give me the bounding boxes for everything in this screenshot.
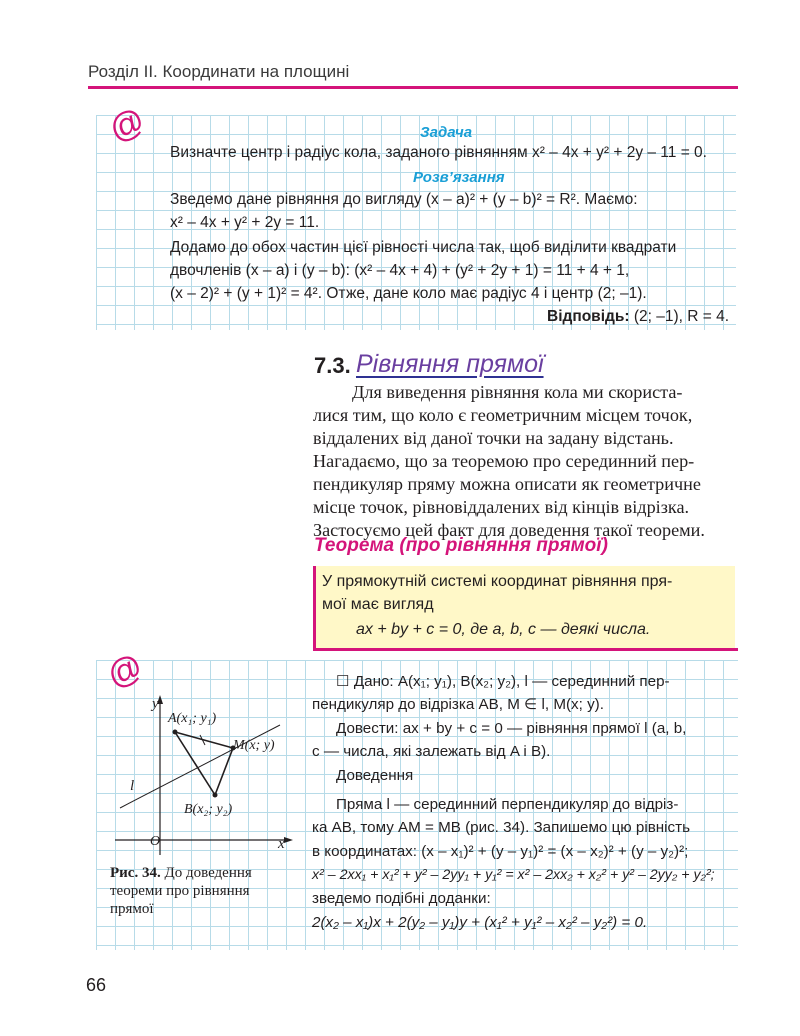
line-l-label: l — [130, 778, 135, 794]
theorem-title: Теорема (про рівняння прямої) — [314, 535, 608, 556]
point-b — [213, 793, 218, 798]
point-m-label: M(x; y) — [233, 738, 275, 753]
answer — [547, 308, 729, 326]
paragraph-line: Нагадаємо, що за теоремою про серединний пер- — [313, 451, 695, 471]
origin-label: O — [150, 834, 161, 849]
paperclip-icon: @ — [103, 100, 151, 150]
paragraph-line: пендикуляр пряму можна описати як геометричне — [313, 474, 701, 494]
proof-line: ☐ Дано: A(x₁; y₁), B(x₂; y₂), l — серединний пер- — [336, 673, 670, 690]
tick-mark — [195, 763, 203, 776]
paragraph-line: Для виведення рівняння кола ми скориста- — [352, 382, 683, 402]
figure-caption — [110, 864, 290, 918]
paragraph-line: місце точок, рівновіддалених від кінців відрізка. — [313, 497, 690, 517]
solution-line: Зведемо дане рівняння до вигляду (x – a)² + (y – b)² = R². Маємо: — [170, 191, 638, 208]
theorem-line: У прямокутній системі координат рівняння пря- — [322, 573, 673, 590]
point-a — [173, 730, 178, 735]
paragraph-line: Застосуємо цей факт для доведення такої теореми. — [313, 520, 705, 540]
point-a-label: A(x₁; y₁) — [168, 711, 217, 726]
paragraph-line: лися тим, що коло є геометричним місцем точок, — [313, 405, 693, 425]
solution-line: Додамо до обох частин цієї рівності числа так, щоб виділити квадрати — [170, 239, 677, 256]
proof-line: зведемо подібні доданки: — [312, 890, 491, 907]
proof-formula: 2(x₂ – x₁)x + 2(y₂ – y₁)y + (x₁² + y₁² – x₂² – y₂²) = 0. — [312, 914, 648, 931]
answer-value: (2; –1), R = 4. — [633, 308, 730, 325]
caption-text: До доведення теореми про рівняння прямої — [110, 865, 252, 917]
paperclip-icon: @ — [101, 646, 149, 696]
task-heading: Задача — [420, 124, 473, 141]
y-label: y — [152, 696, 159, 712]
page-number: 66 — [86, 975, 107, 995]
task-statement: Визначте центр і радіус кола, заданого рівнянням x² – 4x + y² + 2y – 11 = 0. — [170, 144, 707, 161]
proof-line: c — числа, які залежать від A і B). — [312, 743, 551, 760]
paragraph-line: віддалених від даної точки на задану відстань. — [313, 428, 674, 448]
x-axis-arrow — [284, 837, 293, 843]
solution-line: двочленів (x – a) і (y – b): (x² – 4x + 4) + (y² + 2y + 1) = 11 + 4 + 1, — [170, 262, 630, 279]
proof-line: в координатах: (x – x₁)² + (y – y₁)² = (x – x₂)² + (y – y₂)²; — [312, 843, 689, 860]
solution-line: (x – 2)² + (y + 1)² = 4². Отже, дане коло має радіус 4 і центр (2; –1). — [170, 285, 647, 302]
point-b-label: B(x₂; y₂) — [184, 802, 233, 817]
proof-line: Пряма l — серединний перпендикуляр до відріз- — [336, 796, 679, 813]
header-rule — [88, 86, 738, 89]
theorem-line: мої має вигляд — [322, 596, 434, 613]
proof-line: Довести: ax + by + c = 0 — рівняння прямої l (a, b, — [336, 720, 687, 737]
chapter-header: Розділ ІІ. Координати на площині — [88, 62, 350, 81]
proof-line: пендикуляр до відрізка AB, M ∈ l, M(x; y). — [312, 696, 604, 713]
x-label: x — [278, 836, 285, 852]
triangle-amb — [175, 732, 233, 795]
section-title: Рівняння прямої — [356, 350, 544, 378]
solution-line: x² – 4x + y² + 2y = 11. — [170, 214, 320, 231]
answer-label: Відповідь: — [547, 308, 630, 325]
section-number: 7.3. — [314, 353, 351, 378]
caption-label: Рис. 34. — [110, 865, 161, 881]
theorem-formula: ax + by + c = 0, де a, b, c — деякі числа. — [356, 621, 651, 638]
proof-line: ка AB, тому AM = MB (рис. 34). Запишемо цю рівність — [312, 819, 690, 836]
solution-heading: Розв’язання — [413, 169, 505, 186]
proof-heading: Доведення — [336, 767, 414, 784]
proof-line: x² – 2xx₁ + x₁² + y² – 2yy₁ + y₁² = x² – 2xx₂ + x₂² + y² – 2yy₂ + y₂²; — [312, 867, 715, 883]
theorem-rule — [313, 648, 738, 651]
